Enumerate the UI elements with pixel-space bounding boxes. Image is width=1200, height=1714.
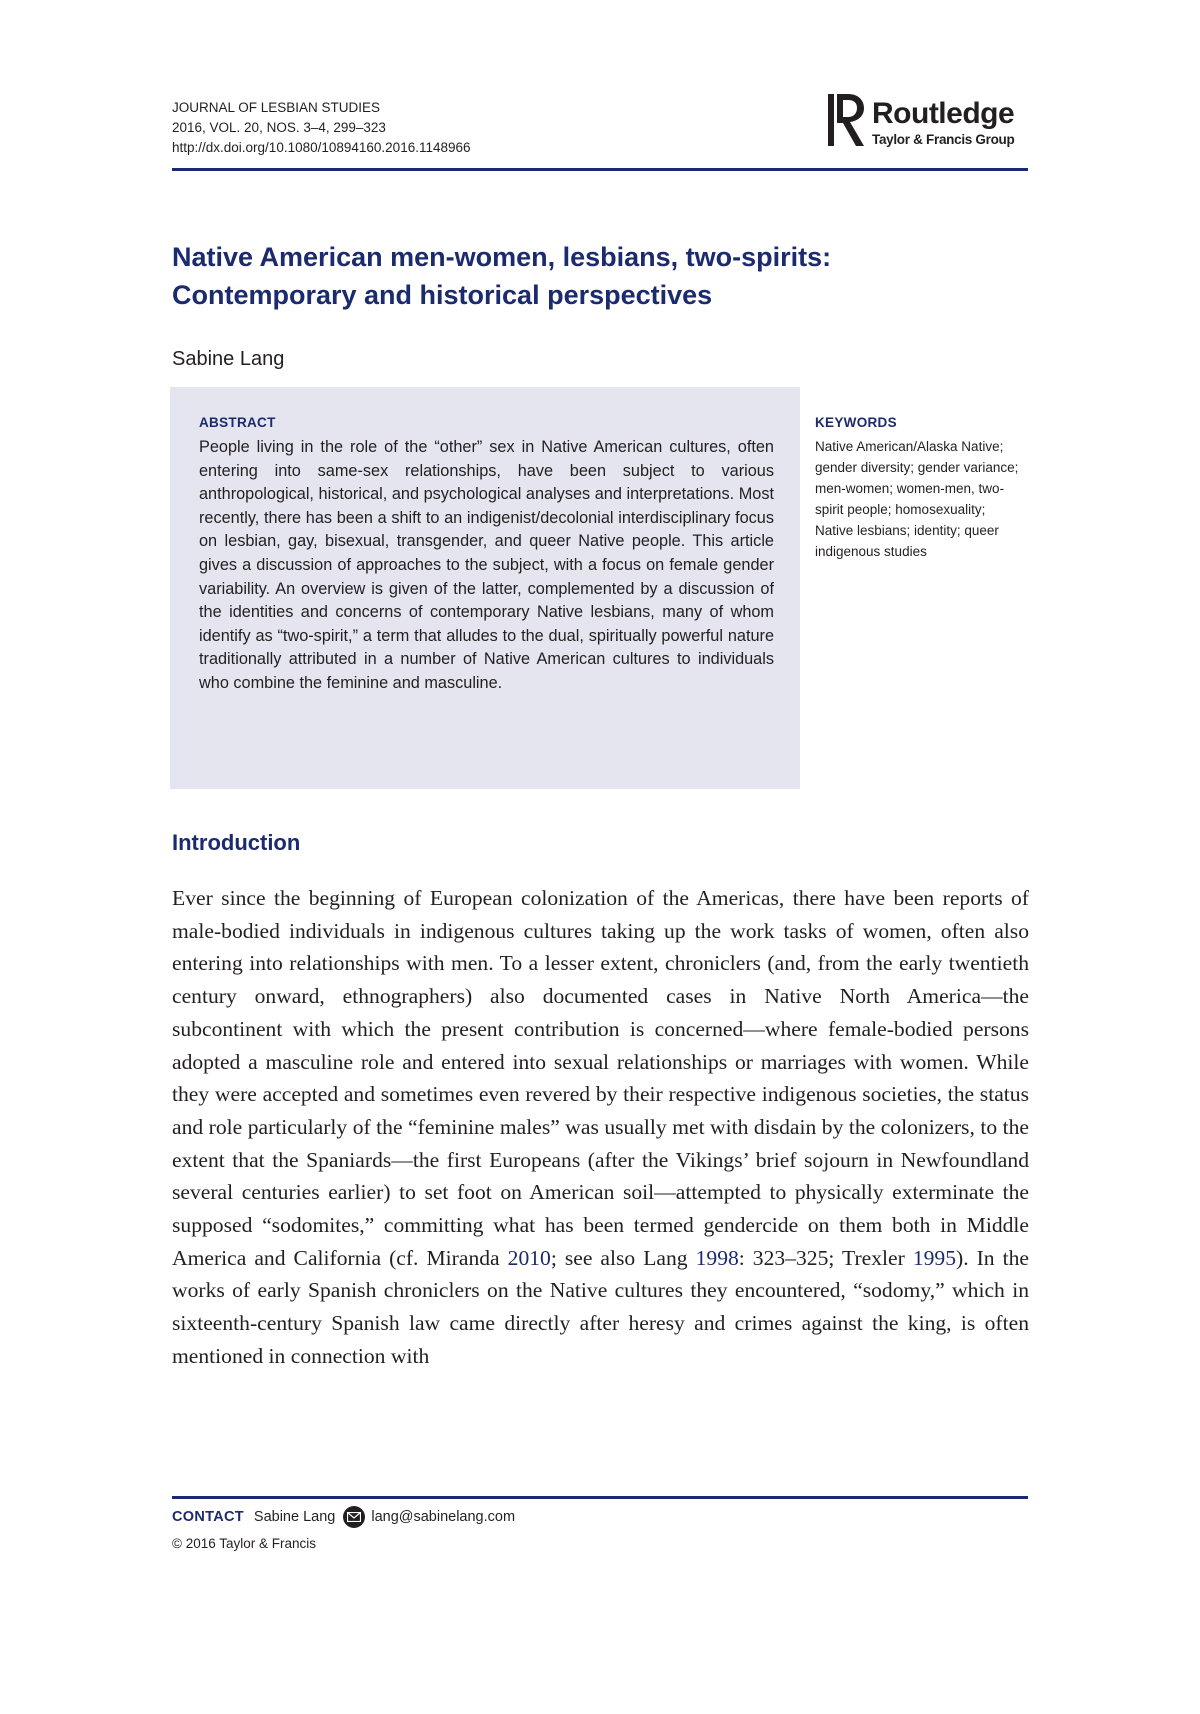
envelope-icon: [343, 1506, 365, 1528]
contact-label: CONTACT: [172, 1509, 244, 1525]
citation-link[interactable]: 1995: [912, 1245, 956, 1270]
abstract-text: People living in the role of the “other” sex in Native American cultures, often entering into same-sex relationships, have been subject to various anthropological, historical, and psychological analyses and interpretations. Most recently, there has been a shift to an indigenist/decolonial interdisciplinary focus on lesbian, gay, bisexual, transgender, and queer Native people. This article gives a discussion of approaches to the subject, with a focus on female gender variability. An overview is given of the latter, complemented by a discussion of the identities and concerns of contemporary Native lesbians, many of whom identify as “two-spirit,” a term that alludes to the dual, spiritually powerful nature traditionally attributed in a number of Native American cultures to individuals who combine the feminine and masculine.: [199, 438, 774, 692]
routledge-r-logo-icon: [826, 92, 866, 148]
contact-email[interactable]: lang@sabinelang.com: [371, 1509, 516, 1525]
publisher-logo: [872, 96, 1014, 148]
journal-header: [172, 98, 471, 158]
footer-rule: [172, 1496, 1028, 1499]
title-line-2: Contemporary and historical perspectives: [172, 280, 713, 310]
header-rule: [172, 168, 1028, 171]
citation-link[interactable]: 1998: [695, 1245, 739, 1270]
body-text-part: ). In the works of early Spanish chroniclers on the Native cultures they encountered, “sodomy,” which in sixteenth-century Spanish law came directly after heresy and crimes against the king, is often mentioned in connection with: [172, 1245, 1029, 1368]
copyright: © 2016 Taylor & Francis: [172, 1536, 317, 1551]
keywords-text: Native American/Alaska Native; gender diversity; gender variance; men-women; women-men, two-spirit people; homosexuality; Native lesbians; identity; queer indigenous studies: [815, 439, 1019, 559]
title-line-1: Native American men-women, lesbians, two-spirits:: [172, 242, 832, 272]
citation-link[interactable]: 2010: [507, 1245, 551, 1270]
abstract-heading: ABSTRACT: [199, 415, 276, 430]
volume-info: 2016, VOL. 20, NOS. 3–4, 299–323: [172, 120, 386, 135]
publisher-name: Routledge: [872, 97, 1015, 130]
keywords-heading: KEYWORDS: [815, 415, 897, 430]
body-text-part: ; see also Lang: [550, 1245, 696, 1270]
contact-line: [172, 1506, 515, 1528]
doi-link[interactable]: http://dx.doi.org/10.1080/10894160.2016.1148966: [172, 140, 471, 155]
journal-name: JOURNAL OF LESBIAN STUDIES: [172, 100, 381, 115]
introduction-body: [172, 882, 1029, 1373]
contact-name: Sabine Lang: [253, 1509, 336, 1525]
introduction-heading: Introduction: [172, 830, 301, 855]
author-name: Sabine Lang: [172, 348, 285, 370]
article-title: [172, 238, 992, 314]
publisher-group: Taylor & Francis Group: [872, 132, 1015, 147]
body-text-part: : 323–325; Trexler: [738, 1245, 913, 1270]
body-text-part: Ever since the beginning of European colonization of the Americas, there have been reports of male-bodied individuals in indigenous cultures taking up the work tasks of women, often also entering into relationships with men. To a lesser extent, chroniclers (and, from the early twentieth century onward, ethnographers) also documented cases in Native North America—the subcontinent with which the present contribution is concerned—where female-bodied persons adopted a masculine role and entered into sexual relationships or marriages with women. While they were accepted and sometimes even revered by their respective indigenous societies, the status and role particularly of the “feminine males” was usually met with disdain by the colonizers, to the extent that the Spaniards—the first Europeans (after the Vikings’ brief sojourn in Newfoundland several centuries earlier) to set foot on American soil—attempted to physically exterminate the supposed “sodomites,” committing what has been termed gendercide on them both in Middle America and California (cf. Miranda: [172, 886, 1029, 1270]
